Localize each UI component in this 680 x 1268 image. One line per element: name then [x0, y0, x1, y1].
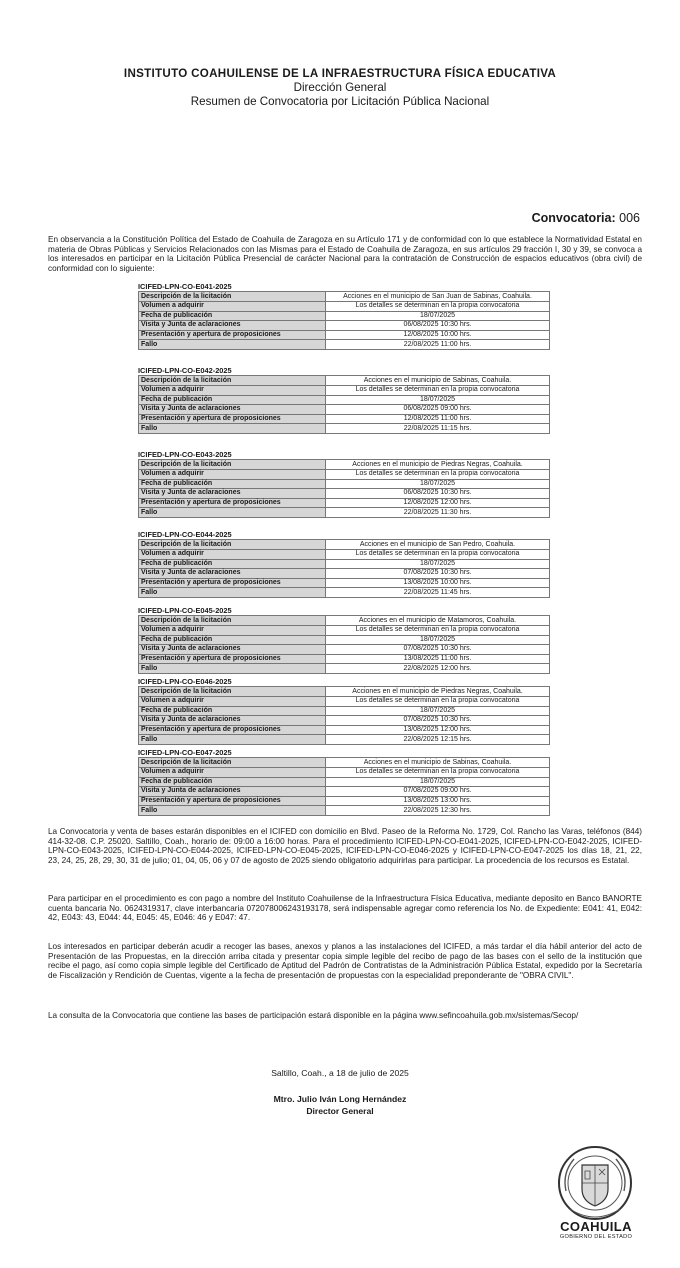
row-value-descripcion: Acciones en el municipio de San Pedro, Coahuila.: [326, 540, 550, 550]
row-label-descripcion: Descripción de la licitación: [139, 292, 326, 302]
row-label-fecha: Fecha de publicación: [139, 559, 326, 569]
row-value-visita: 07/08/2025 10:30 hrs.: [326, 716, 550, 726]
table-row: [139, 470, 550, 480]
row-value-presentacion: 12/08/2025 10:00 hrs.: [326, 330, 550, 340]
row-label-visita: Visita y Junta de aclaraciones: [139, 405, 326, 415]
row-value-fecha: 18/07/2025: [326, 706, 550, 716]
licitacion-table: [138, 291, 550, 350]
row-value-volumen: Los detalles se determinan en la propia convocatoria: [326, 697, 550, 707]
row-label-fallo: Fallo: [139, 664, 326, 674]
licitacion-table: [138, 539, 550, 598]
licitacion-block: [138, 283, 550, 350]
table-row: [139, 716, 550, 726]
row-value-presentacion: 12/08/2025 11:00 hrs.: [326, 414, 550, 424]
row-value-fecha: 18/07/2025: [326, 479, 550, 489]
row-value-descripcion: Acciones en el municipio de Sabinas, Coahuila.: [326, 376, 550, 386]
table-row: [139, 508, 550, 518]
row-value-fecha: 18/07/2025: [326, 635, 550, 645]
licitacion-block: [138, 678, 550, 745]
licitacion-table: [138, 686, 550, 745]
row-value-descripcion: Acciones en el municipio de Matamoros, Coahuila.: [326, 616, 550, 626]
row-value-fecha: 18/07/2025: [326, 311, 550, 321]
table-row: [139, 787, 550, 797]
row-label-fallo: Fallo: [139, 735, 326, 745]
department-name: Dirección General: [293, 81, 387, 94]
table-row: [139, 395, 550, 405]
row-label-fallo: Fallo: [139, 340, 326, 350]
row-label-presentacion: Presentación y apertura de proposiciones: [139, 654, 326, 664]
row-value-descripcion: Acciones en el municipio de Piedras Negras, Coahuila.: [326, 460, 550, 470]
row-value-fallo: 22/08/2025 11:30 hrs.: [326, 508, 550, 518]
signatory-name: Mtro. Julio Iván Long Hernández: [273, 1094, 407, 1104]
row-value-volumen: Los detalles se determinan en la propia convocatoria: [326, 550, 550, 560]
row-label-volumen: Volumen a adquirir: [139, 768, 326, 778]
table-row: [139, 687, 550, 697]
licitacion-block: [138, 451, 550, 518]
document-subtitle: Resumen de Convocatoria por Licitación Pública Nacional: [190, 95, 490, 108]
table-row: [139, 588, 550, 598]
row-label-fecha: Fecha de publicación: [139, 311, 326, 321]
licitacion-code: ICIFED-LPN-CO-E045-2025: [138, 606, 232, 615]
signatory-title: Director General: [306, 1106, 374, 1116]
row-label-visita: Visita y Junta de aclaraciones: [139, 569, 326, 579]
licitacion-code: ICIFED-LPN-CO-E042-2025: [138, 366, 232, 375]
licitacion-code: ICIFED-LPN-CO-E046-2025: [138, 677, 232, 686]
row-label-volumen: Volumen a adquirir: [139, 470, 326, 480]
licitacion-table: [138, 757, 550, 816]
consultation-paragraph: La consulta de la Convocatoria que contiene las bases de participación estará disponible en la página www.sefincoahuila.gob.mx/sistemas/Secop/: [48, 1011, 579, 1020]
row-value-fallo: 22/08/2025 11:45 hrs.: [326, 588, 550, 598]
convocatoria-number: [532, 211, 640, 225]
row-value-visita: 06/08/2025 10:30 hrs.: [326, 321, 550, 331]
row-value-presentacion: 13/08/2025 13:00 hrs.: [326, 796, 550, 806]
row-label-fallo: Fallo: [139, 806, 326, 816]
table-row: [139, 777, 550, 787]
licitacion-code: ICIFED-LPN-CO-E044-2025: [138, 530, 232, 539]
row-label-presentacion: Presentación y apertura de proposiciones: [139, 578, 326, 588]
row-label-visita: Visita y Junta de aclaraciones: [139, 716, 326, 726]
row-value-fallo: 22/08/2025 11:15 hrs.: [326, 424, 550, 434]
table-row: [139, 616, 550, 626]
row-value-presentacion: 13/08/2025 10:00 hrs.: [326, 578, 550, 588]
row-value-fallo: 22/08/2025 12:30 hrs.: [326, 806, 550, 816]
row-value-descripcion: Acciones en el municipio de San Juan de Sabinas, Coahuila.: [326, 292, 550, 302]
table-row: [139, 706, 550, 716]
table-row: [139, 578, 550, 588]
table-row: [139, 635, 550, 645]
requirements-paragraph: Los interesados en participar deberán acudir a recoger las bases, anexos y planos a las instalaciones del ICIFED, a más tardar el día hábil anterior del acto de Presentación de las Propuestas, en la dirección arriba citada y presentar copia simple legible del recibo de pago de las bases con el sello de la institución que recibe el pago, así como copia simple legible del Certificado de Aptitud del Padrón de Contratistas de la Administración Pública Estatal, expedido por la Secretaría de Fiscalización y Rendición de Cuentas, vigente a la fecha de presentación de propuestas con la especialidad preponderante de "OBRA CIVIL".: [48, 942, 642, 980]
table-row: [139, 311, 550, 321]
institution-name: INSTITUTO COAHUILENSE DE LA INFRAESTRUCTURA FÍSICA EDUCATIVA: [123, 67, 557, 80]
table-row: [139, 654, 550, 664]
row-value-volumen: Los detalles se determinan en la propia convocatoria: [326, 626, 550, 636]
table-row: [139, 626, 550, 636]
row-label-fallo: Fallo: [139, 508, 326, 518]
table-row: [139, 405, 550, 415]
table-row: [139, 796, 550, 806]
row-value-visita: 07/08/2025 10:30 hrs.: [326, 645, 550, 655]
row-value-volumen: Los detalles se determinan en la propia convocatoria: [326, 768, 550, 778]
row-label-descripcion: Descripción de la licitación: [139, 758, 326, 768]
convocatoria-label: Convocatoria:: [531, 211, 616, 225]
table-row: [139, 424, 550, 434]
row-value-volumen: Los detalles se determinan en la propia convocatoria: [326, 470, 550, 480]
row-label-fecha: Fecha de publicación: [139, 777, 326, 787]
licitacion-code: ICIFED-LPN-CO-E043-2025: [138, 450, 232, 459]
row-value-visita: 07/08/2025 09:00 hrs.: [326, 787, 550, 797]
row-value-fecha: 18/07/2025: [326, 395, 550, 405]
table-row: [139, 292, 550, 302]
licitacion-table: [138, 615, 550, 674]
row-label-presentacion: Presentación y apertura de proposiciones: [139, 414, 326, 424]
row-label-descripcion: Descripción de la licitación: [139, 460, 326, 470]
licitacion-block: [138, 531, 550, 598]
licitacion-code: ICIFED-LPN-CO-E047-2025: [138, 748, 232, 757]
row-value-volumen: Los detalles se determinan en la propia convocatoria: [326, 302, 550, 312]
row-label-volumen: Volumen a adquirir: [139, 626, 326, 636]
row-label-volumen: Volumen a adquirir: [139, 697, 326, 707]
row-value-fecha: 18/07/2025: [326, 777, 550, 787]
row-label-presentacion: Presentación y apertura de proposiciones: [139, 498, 326, 508]
row-value-fecha: 18/07/2025: [326, 559, 550, 569]
table-row: [139, 340, 550, 350]
row-label-fecha: Fecha de publicación: [139, 706, 326, 716]
row-label-visita: Visita y Junta de aclaraciones: [139, 489, 326, 499]
row-label-fallo: Fallo: [139, 424, 326, 434]
table-row: [139, 664, 550, 674]
row-value-visita: 06/08/2025 09:00 hrs.: [326, 405, 550, 415]
table-row: [139, 479, 550, 489]
table-row: [139, 460, 550, 470]
licitacion-block: [138, 367, 550, 434]
row-label-descripcion: Descripción de la licitación: [139, 616, 326, 626]
row-value-visita: 06/08/2025 10:30 hrs.: [326, 489, 550, 499]
table-row: [139, 735, 550, 745]
row-label-presentacion: Presentación y apertura de proposiciones: [139, 725, 326, 735]
row-label-fecha: Fecha de publicación: [139, 479, 326, 489]
payment-paragraph: Para participar en el procedimiento es con pago a nombre del Instituto Coahuilense de la Infraestructura Física Educativa, mediante deposito en Banco BANORTE cuenta bancaria No. 0624319317, clave interbancaria 072078006243193178, será indispensable agregar como referencia los No. de Expediente: E041: 41, E042: 42, E043: 43, E044: 44, E045: 45, E046: 46 y E047: 47.: [48, 894, 642, 923]
intro-paragraph: En observancia a la Constitución Política del Estado de Coahuila de Zaragoza en su Artículo 171 y de conformidad con lo que establece la Normatividad Estatal en materia de Obras Públicas y Servicios Relacionados con las Mismas para el Estado de Coahuila de Zaragoza, en sus artículos 29 fracción I, 30 y 39, se convoca a los interesados en participar en la Licitación Pública Presencial de carácter Nacional para la contratación de Construcción de espacios educativos (obra civil) de conformidad con lo siguiente:: [48, 235, 642, 273]
table-row: [139, 768, 550, 778]
licitacion-code: ICIFED-LPN-CO-E041-2025: [138, 282, 232, 291]
row-label-visita: Visita y Junta de aclaraciones: [139, 645, 326, 655]
table-row: [139, 376, 550, 386]
table-row: [139, 559, 550, 569]
table-row: [139, 645, 550, 655]
row-label-volumen: Volumen a adquirir: [139, 386, 326, 396]
table-row: [139, 697, 550, 707]
document-header: [0, 67, 680, 109]
row-value-presentacion: 12/08/2025 12:00 hrs.: [326, 498, 550, 508]
row-label-fecha: Fecha de publicación: [139, 635, 326, 645]
licitacion-table: [138, 459, 550, 518]
licitacion-table: [138, 375, 550, 434]
convocatoria-value: 006: [619, 211, 640, 225]
row-label-descripcion: Descripción de la licitación: [139, 376, 326, 386]
place-date: Saltillo, Coah., a 18 de julio de 2025: [271, 1068, 409, 1078]
table-row: [139, 386, 550, 396]
state-brand: COAHUILA: [560, 1219, 632, 1234]
row-value-descripcion: Acciones en el municipio de Piedras Negras, Coahuila.: [326, 687, 550, 697]
row-value-descripcion: Acciones en el municipio de Sabinas, Coahuila.: [326, 758, 550, 768]
table-row: [139, 498, 550, 508]
row-label-presentacion: Presentación y apertura de proposiciones: [139, 796, 326, 806]
table-row: [139, 569, 550, 579]
state-tagline: GOBIERNO DEL ESTADO: [559, 1234, 633, 1240]
row-label-presentacion: Presentación y apertura de proposiciones: [139, 330, 326, 340]
row-label-fallo: Fallo: [139, 588, 326, 598]
bases-paragraph: La Convocatoria y venta de bases estarán disponibles en el ICIFED con domicilio en Blvd. Paseo de la Reforma No. 1729, Col. Rancho las Varas, teléfonos (844) 414-32-08. C.P. 25020. Saltillo, Coah., horario de: 09:00 a 16:00 horas. Para el procedimiento ICIFED-LPN-CO-E041-2025, ICIFED-LPN-CO-E042-2025, ICIFED-LPN-CO-E043-2025, ICIFED-LPN-CO-E044-2025, ICIFED-LPN-CO-E045-2025, ICIFED-LPN-CO-E046-2025 y ICIFED-LPN-CO-E047-2025 los días 18, 21, 22, 23, 24, 25, 28, 29, 30, 31 de julio; 01, 04, 05, 06 y 07 de agosto de 2025 siendo obligatorio adquirirlas para participar. La procedencia de los recursos es Estatal.: [48, 827, 642, 865]
licitacion-block: [138, 607, 550, 674]
row-label-volumen: Volumen a adquirir: [139, 302, 326, 312]
table-row: [139, 302, 550, 312]
state-logo: [546, 1220, 646, 1241]
table-row: [139, 489, 550, 499]
row-label-volumen: Volumen a adquirir: [139, 550, 326, 560]
table-row: [139, 725, 550, 735]
table-row: [139, 330, 550, 340]
row-value-fallo: 22/08/2025 12:00 hrs.: [326, 664, 550, 674]
table-row: [139, 550, 550, 560]
table-row: [139, 414, 550, 424]
row-label-visita: Visita y Junta de aclaraciones: [139, 321, 326, 331]
table-row: [139, 758, 550, 768]
row-value-volumen: Los detalles se determinan en la propia convocatoria: [326, 386, 550, 396]
licitacion-block: [138, 749, 550, 816]
row-label-descripcion: Descripción de la licitación: [139, 540, 326, 550]
table-row: [139, 321, 550, 331]
row-value-fallo: 22/08/2025 11:00 hrs.: [326, 340, 550, 350]
table-row: [139, 806, 550, 816]
row-value-fallo: 22/08/2025 12:15 hrs.: [326, 735, 550, 745]
row-label-descripcion: Descripción de la licitación: [139, 687, 326, 697]
row-label-visita: Visita y Junta de aclaraciones: [139, 787, 326, 797]
table-row: [139, 540, 550, 550]
row-value-presentacion: 13/08/2025 12:00 hrs.: [326, 725, 550, 735]
row-label-fecha: Fecha de publicación: [139, 395, 326, 405]
row-value-visita: 07/08/2025 10:30 hrs.: [326, 569, 550, 579]
row-value-presentacion: 13/08/2025 11:00 hrs.: [326, 654, 550, 664]
